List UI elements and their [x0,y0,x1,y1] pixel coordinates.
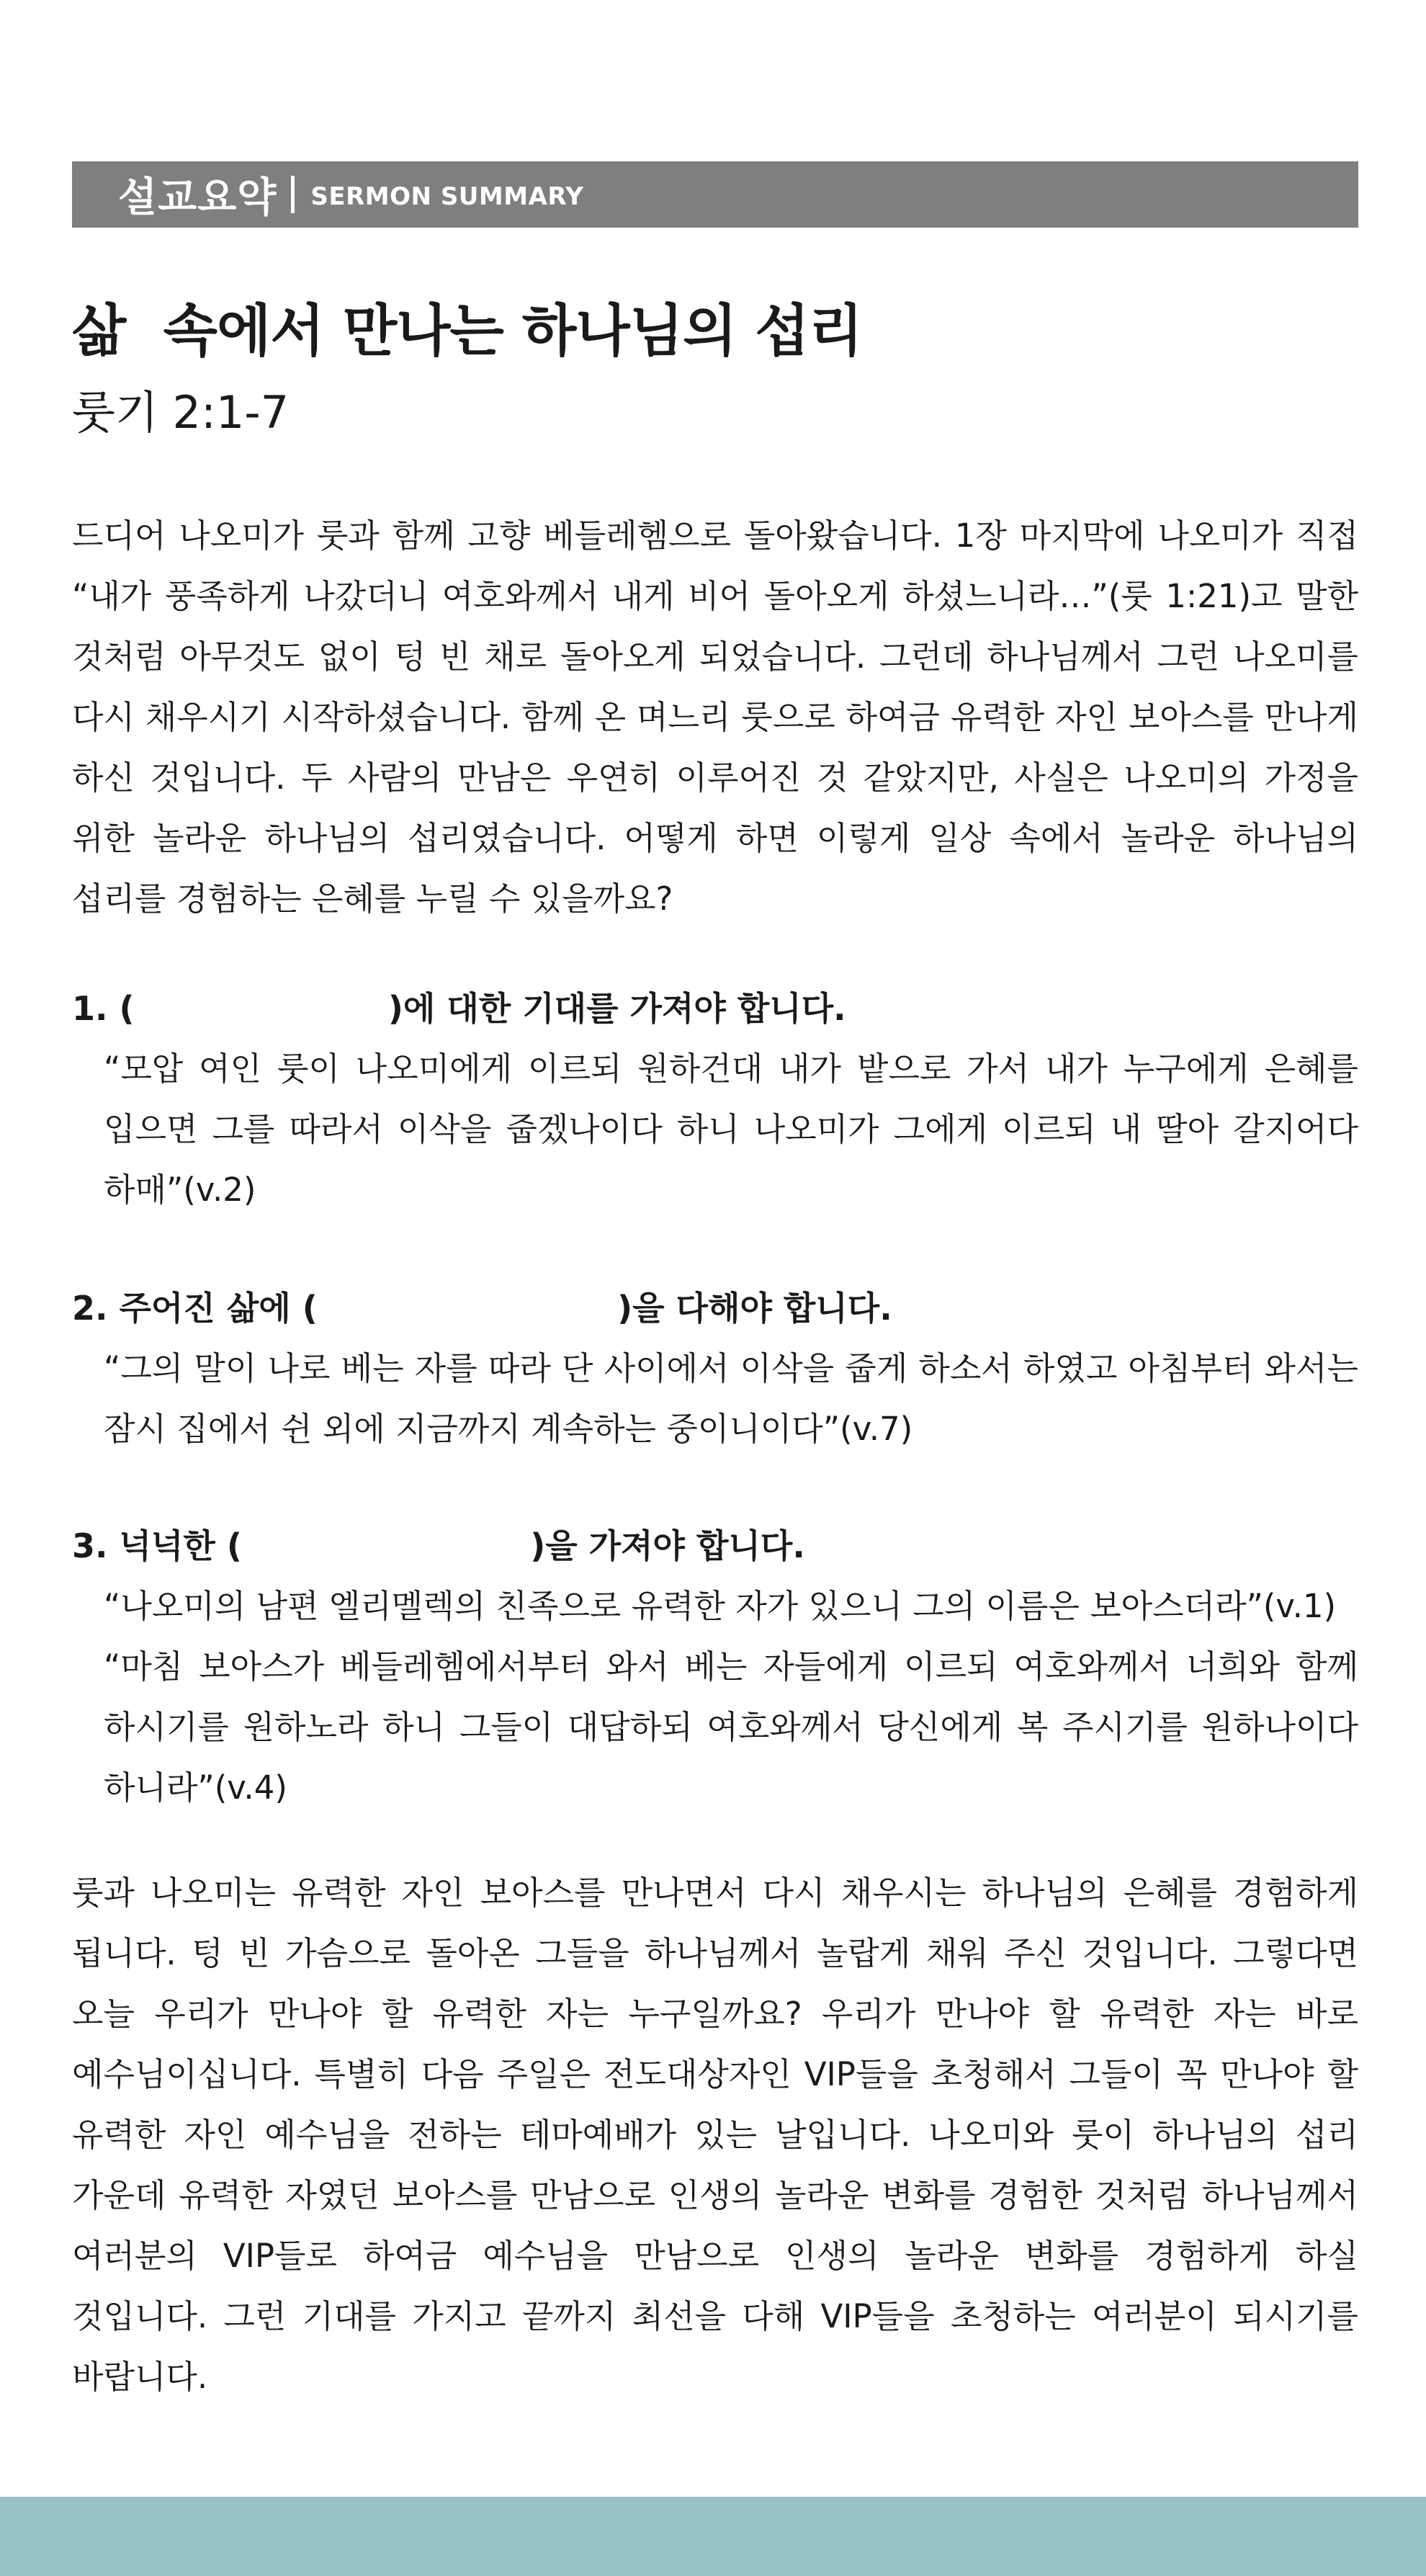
intro-paragraph: 드디어 나오미가 룻과 함께 고향 베들레헴으로 돌아왔습니다. 1장 마지막에 나오미가 직접 “내가 풍족하게 나갔더니 여호와께서 내게 비어 돌아오게 하셨느니라…”(룻 1:21)고 말한 것처럼 아무것도 없이 텅 빈 채로 돌아오게 되었습니다. 그런데 하나님께서 그런 나오미를 다시 채우시기 시작하셨습니다. 함께 온 며느리 룻으로 하여금 유력한 자인 보아스를 만나게 하신 것입니다. 두 사람의 만남은 우연히 이루어진 것 같았지만, 사실은 나오미의 가정을 위한 놀라운 하나님의 섭리였습니다. 어떻게 하면 이렇게 일상 속에서 놀라운 하나님의 섭리를 경험하는 은혜를 누릴 수 있을까요? [72,516,1358,918]
section-title-korean: 설교요약 [118,174,277,221]
point-2-verse: “그의 말이 나로 베는 자를 따라 단 사이에서 이삭을 줍게 하소서 하였고 아침부터 와서는 잠시 집에서 쉰 외에 지금까지 계속하는 중이니이다”(v.7) [104,1349,1358,1448]
point-3-verses [104,1576,1358,1818]
point-3-verse-2: “마침 보아스가 베들레헴에서부터 와서 베는 자들에게 이르되 여호와께서 너희와 함께 하시기를 원하노라 하니 그들이 대답하되 여호와께서 당신에게 복 주시기를 원하나이다 하니라”(v.4) [104,1647,1358,1807]
scripture-reference: 룻기 2:1-7 [72,386,290,439]
footer-bar [0,2497,1426,2576]
point-1-heading: 1. ( )에 대한 기대를 가져야 합니다. [72,989,846,1028]
point-3-verse-1: “나오미의 남편 엘리멜렉의 친족으로 유력한 자가 있으니 그의 이름은 보아스더라”(v.1) [104,1587,1337,1625]
header-divider [291,176,295,213]
section-header-bar [72,161,1358,228]
conclusion-paragraph: 룻과 나오미는 유력한 자인 보아스를 만나면서 다시 채우시는 하나님의 은혜를 경험하게 됩니다. 텅 빈 가슴으로 돌아온 그들을 하나님께서 놀랍게 채워 주신 것입니다. 그렇다면 오늘 우리가 만나야 할 유력한 자는 누구일까요? 우리가 만나야 할 유력한 자는 바로 예수님이십니다. 특별히 다음 주일은 전도대상자인 VIP들을 초청해서 그들이 꼭 만나야 할 유력한 자인 예수님을 전하는 테마예배가 있는 날입니다. 나오미와 룻이 하나님의 섭리 가운데 유력한 자였던 보아스를 만남으로 인생의 놀라운 변화를 경험한 것처럼 하나님께서 여러분의 VIP들로 하여금 예수님을 만남으로 인생의 놀라운 변화를 경험하게 하실 것입니다. 그런 기대를 가지고 끝까지 최선을 다해 VIP들을 초청하는 여러분이 되시기를 바랍니다. [72,1874,1358,2396]
sermon-title: 삶 속에서 만나는 하나님의 섭리 [72,299,863,364]
point-1-verse: “모압 여인 룻이 나오미에게 이르되 원하건대 내가 밭으로 가서 내가 누구에게 은혜를 입으면 그를 따라서 이삭을 줍겠나이다 하니 나오미가 그에게 이르되 내 딸아 갈지어다 하매”(v.2) [104,1050,1358,1209]
point-2-heading: 2. 주어진 삶에 ( )을 다해야 합니다. [72,1289,892,1328]
point-3-heading: 3. 넉넉한 ( )을 가져야 합니다. [72,1526,805,1565]
section-title-english: SERMON SUMMARY [310,182,584,211]
